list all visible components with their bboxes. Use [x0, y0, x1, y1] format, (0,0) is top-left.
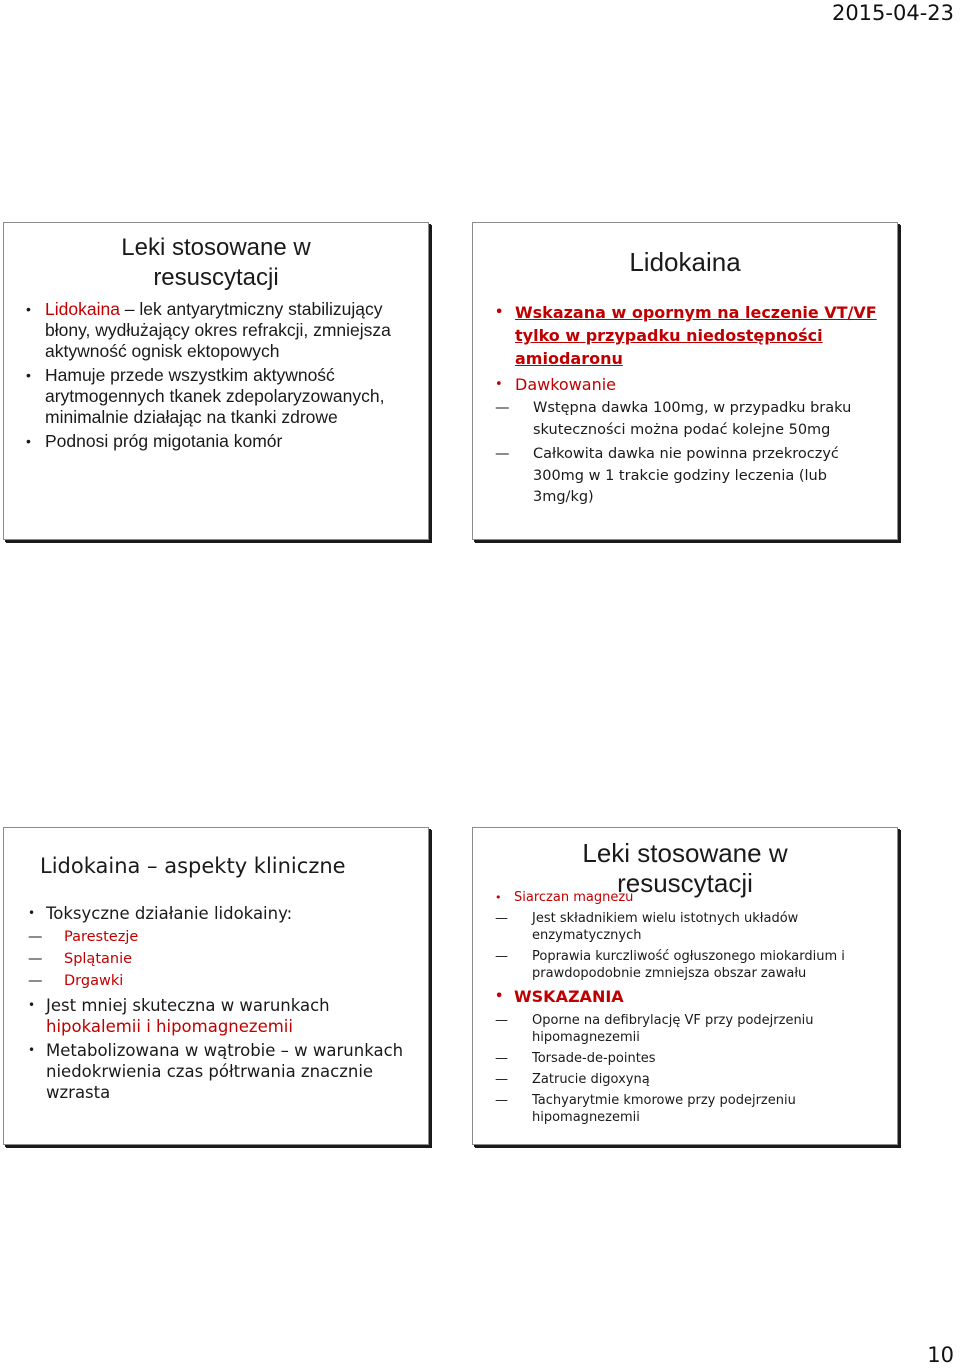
sub-list-item [28, 948, 416, 970]
sub-list-text: Poprawia kurczliwość ogłuszonego miokardium i prawdopodobnie zmniejsza obszar zawału [532, 949, 845, 981]
bullet-list [495, 301, 885, 512]
sub-list-item [495, 948, 883, 982]
bullet-list [26, 299, 414, 455]
list-item [26, 299, 414, 362]
dash-marker: — [495, 1051, 508, 1066]
sub-list-item [495, 910, 883, 944]
slide-lidokaina [472, 222, 898, 540]
sub-list-item [495, 444, 885, 509]
sub-list-text: Tachyarytmie kmorowe przy podejrzeniu hipomagnezemii [532, 1093, 796, 1125]
dash-marker: — [495, 446, 510, 462]
highlight-text: hipokalemii i hipomagnezemii [46, 1017, 293, 1036]
sub-list [28, 926, 416, 992]
sub-list-text: Parestezje [64, 929, 139, 945]
sub-list-text: Wstępna dawka 100mg, w przypadku braku skuteczności można podać kolejne 50mg [533, 400, 852, 438]
list-item [495, 889, 883, 982]
dash-marker: — [495, 400, 510, 416]
dash-marker: — [495, 1072, 508, 1087]
slide-lidokaina-aspekty [3, 827, 429, 1145]
dash-marker: — [495, 911, 508, 926]
sub-list-item [28, 970, 416, 992]
sub-list-text: Torsade-de-pointes [532, 1051, 656, 1066]
slide-siarczan-magnezu [472, 827, 898, 1145]
dash-marker: — [28, 929, 43, 945]
page-number: 10 [927, 1343, 954, 1367]
slide-title: Lidokaina – aspekty kliniczne [40, 854, 346, 878]
sub-list-text: Zatrucie digoxyną [532, 1072, 650, 1087]
list-item: • Wskazana w opornym na leczenie VT/VF tylko w przypadku niedostępności amiodaronu [495, 301, 885, 370]
list-item [495, 373, 885, 509]
sub-list [495, 910, 883, 982]
dash-marker: — [495, 1013, 508, 1028]
slide-leki-lidokaina [3, 222, 429, 540]
slide-title: Lidokaina [629, 247, 741, 277]
drug-name: Lidokaina [45, 299, 120, 319]
dash-marker: — [28, 973, 43, 989]
sub-list-text: Jest składnikiem wielu istotnych układów enzymatycznych [532, 911, 799, 943]
sub-list [495, 398, 885, 509]
list-item [28, 995, 416, 1037]
bullet-list [28, 903, 416, 1106]
list-item-text: Dawkowanie [515, 375, 617, 394]
bullet-list [495, 889, 883, 1130]
list-item [28, 903, 416, 992]
sub-list-item [28, 926, 416, 948]
list-item-text: Jest mniej skuteczna w warunkach [46, 996, 330, 1015]
list-item: • Hamuje przede wszystkim aktywność arytmogennych tkanek zdepolaryzowanych, minimalnie działając na tkanki zdrowe [26, 365, 414, 428]
sub-list-text: Całkowita dawka nie powinna przekroczyć 300mg w 1 trakcie godziny leczenia (lub 3mg/kg) [533, 446, 839, 505]
sub-list-text: Oporne na defibrylację VF przy podejrzeniu hipomagnezemii [532, 1013, 814, 1045]
page-date: 2015-04-23 [831, 1, 954, 25]
list-item-text: Siarczan magnezu [514, 890, 634, 905]
slide-title: Leki stosowane w resuscytacji [582, 838, 788, 898]
list-item-text: WSKAZANIA [514, 987, 624, 1006]
dash-marker: — [495, 1093, 508, 1108]
sub-list-text: Drgawki [64, 973, 124, 989]
list-item: • Metabolizowana w wątrobie – w warunkach niedokrwienia czas półtrwania znacznie wzrasta [28, 1040, 416, 1103]
sub-list-item [495, 1012, 883, 1046]
sub-list-text: Splątanie [64, 951, 133, 967]
dash-marker: — [28, 951, 43, 967]
sub-list-item [495, 1071, 883, 1088]
slide-title: Leki stosowane w resuscytacji [121, 234, 311, 291]
dash-marker: — [495, 949, 508, 964]
list-item-text: Toksyczne działanie lidokainy: [46, 904, 293, 923]
sub-list-item [495, 398, 885, 441]
list-item: • Podnosi próg migotania komór [26, 431, 414, 452]
sub-list-item [495, 1092, 883, 1126]
sub-list-item [495, 1050, 883, 1067]
sub-list [495, 1012, 883, 1126]
list-item-text: – lek antyarytmiczny stabilizujący błony, wydłużający okres refrakcji, zmniejsza aktywność ognisk ektopowych [45, 299, 391, 361]
list-item [495, 986, 883, 1126]
